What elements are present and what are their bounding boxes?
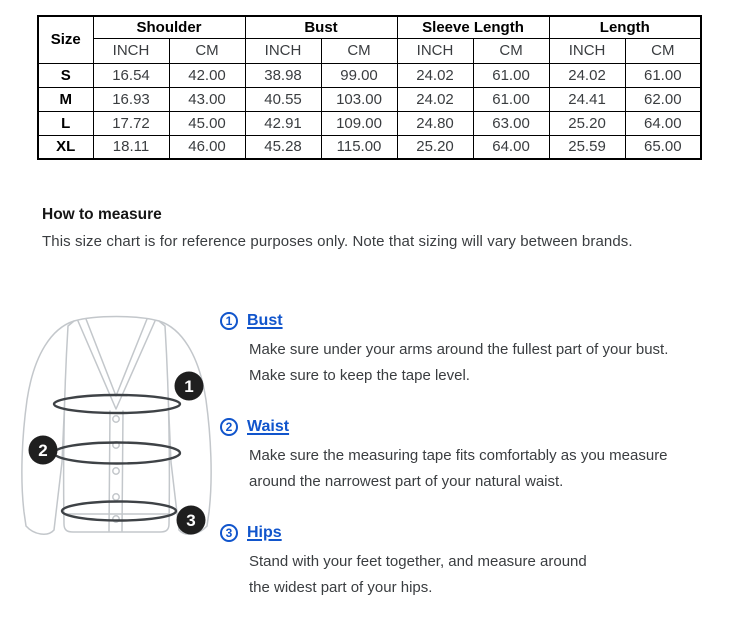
size-label: S [38, 63, 93, 87]
circled-number-1-icon: 1 [220, 312, 238, 330]
waist-link[interactable]: Waist [247, 418, 290, 435]
table-row [38, 135, 701, 159]
badge-1-number: 1 [184, 377, 194, 396]
hips-description [249, 549, 730, 601]
table-cell: 43.00 [169, 87, 245, 111]
hips-description-line2: the widest part of your hips. [249, 579, 433, 596]
table-row [38, 63, 701, 87]
measure-section-waist [220, 415, 730, 495]
size-column-header: Size [38, 16, 93, 63]
table-cell: 45.28 [245, 135, 321, 159]
table-cell: 16.93 [93, 87, 169, 111]
table-cell: 61.00 [473, 63, 549, 87]
table-cell: 25.59 [549, 135, 625, 159]
cardigan-illustration [13, 312, 220, 554]
table-row [38, 87, 701, 111]
how-to-measure-note: This size chart is for reference purposes only. Note that sizing will vary between brands. [42, 233, 633, 250]
table-cell: 63.00 [473, 111, 549, 135]
size-label: M [38, 87, 93, 111]
table-cell: 17.72 [93, 111, 169, 135]
table-cell: 103.00 [321, 87, 397, 111]
table-cell: 18.11 [93, 135, 169, 159]
waist-description-line2: around the narrowest part of your natural waist. [249, 473, 564, 490]
hips-description-line1: Stand with your feet together, and measure around [249, 553, 587, 570]
table-cell: 24.02 [397, 87, 473, 111]
table-unit-header-row [38, 38, 701, 63]
table-row [38, 111, 701, 135]
bust-link[interactable]: Bust [247, 312, 283, 329]
waist-description [249, 443, 730, 495]
table-cell: 40.55 [245, 87, 321, 111]
bust-description-line1: Make sure under your arms around the fullest part of your bust. [249, 341, 669, 358]
size-chart-table [37, 15, 702, 160]
table-cell: 46.00 [169, 135, 245, 159]
table-cell: 109.00 [321, 111, 397, 135]
badge-3-number: 3 [186, 511, 196, 530]
group-header-length: Length [549, 16, 701, 38]
table-group-header-row [38, 16, 701, 38]
table-cell: 38.98 [245, 63, 321, 87]
table-cell: 25.20 [397, 135, 473, 159]
measure-section-bust [220, 309, 730, 389]
group-header-shoulder: Shoulder [93, 16, 245, 38]
unit-header: CM [169, 38, 245, 63]
table-cell: 42.91 [245, 111, 321, 135]
circled-number-3-icon: 3 [220, 524, 238, 542]
unit-header: CM [625, 38, 701, 63]
table-cell: 24.02 [549, 63, 625, 87]
table-cell: 16.54 [93, 63, 169, 87]
measure-instructions [220, 309, 730, 627]
size-label: L [38, 111, 93, 135]
unit-header: CM [473, 38, 549, 63]
measure-section-hips [220, 521, 730, 601]
how-to-measure-title: How to measure [42, 206, 162, 223]
table-cell: 24.02 [397, 63, 473, 87]
bust-description-line2: Make sure to keep the tape level. [249, 367, 470, 384]
unit-header: INCH [549, 38, 625, 63]
table-cell: 42.00 [169, 63, 245, 87]
table-cell: 24.41 [549, 87, 625, 111]
group-header-sleeve-length: Sleeve Length [397, 16, 549, 38]
how-to-measure-section [42, 206, 712, 250]
table-cell: 62.00 [625, 87, 701, 111]
table-cell: 25.20 [549, 111, 625, 135]
hips-link[interactable]: Hips [247, 524, 282, 541]
size-label: XL [38, 135, 93, 159]
table-cell: 65.00 [625, 135, 701, 159]
table-cell: 115.00 [321, 135, 397, 159]
table-cell: 61.00 [473, 87, 549, 111]
table-cell: 64.00 [625, 111, 701, 135]
unit-header: INCH [397, 38, 473, 63]
table-cell: 45.00 [169, 111, 245, 135]
unit-header: INCH [93, 38, 169, 63]
group-header-bust: Bust [245, 16, 397, 38]
table-cell: 24.80 [397, 111, 473, 135]
badge-2-number: 2 [38, 441, 48, 460]
waist-description-line1: Make sure the measuring tape fits comfortably as you measure [249, 447, 668, 464]
table-cell: 64.00 [473, 135, 549, 159]
cardigan-drawing-icon [13, 312, 220, 554]
unit-header: CM [321, 38, 397, 63]
bust-description [249, 337, 730, 389]
table-cell: 61.00 [625, 63, 701, 87]
table-cell: 99.00 [321, 63, 397, 87]
circled-number-2-icon: 2 [220, 418, 238, 436]
unit-header: INCH [245, 38, 321, 63]
